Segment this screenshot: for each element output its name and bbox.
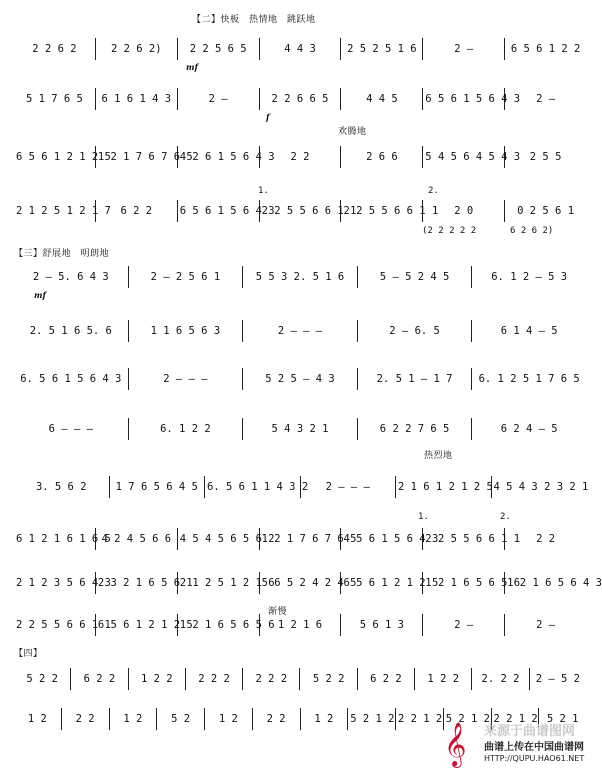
measure: 1 2 1 6 (260, 614, 342, 636)
score-line (14, 368, 586, 390)
score-line (14, 614, 586, 636)
measure: 2 1 6 1 2 1 2 5 (396, 476, 492, 498)
section-title-3: 【三】舒展地 明朗地 (14, 249, 110, 259)
measure: 6 2 2 7 6 5 (358, 418, 473, 440)
measure: 2 0 (423, 200, 505, 222)
watermark-url: HTTP://QUPU.HAO61.NET (484, 754, 585, 763)
measure: 6 5 6 1 2 1 2 5 (14, 146, 96, 168)
measure: 4 4 5 (341, 88, 423, 110)
measure: 6 2 2 (96, 200, 178, 222)
score-line (14, 668, 586, 690)
measure: 5 2 (157, 708, 205, 730)
measure: 2 6 6 (341, 146, 423, 168)
score-line (14, 476, 589, 498)
tempo-relie: 热烈地 (424, 451, 453, 461)
measure: 5 – 5 2 4 5 (358, 266, 473, 288)
score-line (14, 572, 602, 594)
measure: 6 2 4 – 5 (500, 423, 558, 435)
dynamic-mf-1: mf (186, 62, 198, 72)
measure: 5 2 1 (546, 713, 579, 725)
measure: 2 1 2 5 1 2 1 6 (178, 572, 260, 594)
measure: 6. 1 2 – 5 3 (491, 271, 568, 283)
treble-clef-icon: 𝄞 (444, 722, 467, 766)
dynamic-mf-2: mf (34, 290, 46, 300)
measure: 1 2 (205, 708, 253, 730)
measure: 2 2 5 5 6 6 1 1 (260, 200, 342, 222)
score-line (14, 418, 586, 440)
score-line (14, 88, 586, 110)
measure: 2 2 5 5 6 6 1 1 (14, 614, 96, 636)
measure: 6. 1 2 2 (129, 418, 244, 440)
measure: 6 5 6 1 2 1 2 5 (96, 614, 178, 636)
measure: 2 2 6 2 (14, 38, 96, 60)
measure: 6 1 6 1 4 3 (96, 88, 178, 110)
measure: 2 2 1 2 (492, 708, 540, 730)
measure: 6 5 6 1 2 2 (510, 43, 581, 55)
measure: 2 2 (253, 708, 301, 730)
volta-4: 2. (500, 512, 511, 522)
measure: 4 5 4 3 2 3 2 1 (493, 481, 589, 493)
measure: 2 – 2 5 6 1 (129, 266, 244, 288)
measure: 5 2 2 (14, 668, 71, 690)
measure: 2 – 5 2 (535, 673, 580, 685)
measure: 6 5 6 1 5 6 4 3 (178, 200, 260, 222)
measure: 2 3 2 1 6 5 6 1 (96, 572, 178, 594)
measure: 1 2 2 (415, 668, 472, 690)
measure: 2 – (536, 619, 556, 631)
volta-3: 1. (418, 512, 429, 522)
measure: 2 2 2 (186, 668, 243, 690)
measure: 5 6 5 2 4 2 4 5 (260, 572, 342, 594)
measure: 5 2 1 2 (348, 708, 396, 730)
measure: 2 – (423, 614, 505, 636)
measure: 5 5 3 2. 5 1 6 (243, 266, 358, 288)
measure: 2 5 5 (529, 151, 562, 163)
measure: 2 2 (536, 533, 556, 545)
measure: 2 – (423, 38, 505, 60)
measure: 6. 5 6 1 1 4 3 2 (205, 476, 301, 498)
volta-1: 1. (258, 186, 269, 196)
measure: 1 1 6 5 6 3 (129, 320, 244, 342)
measure: 1 2 1 7 6 7 6 5 (96, 146, 178, 168)
measure: 6 2 2 (71, 668, 128, 690)
measure: 1 2 1 6 5 6 5 6 (178, 614, 260, 636)
measure: 4 4 3 (260, 38, 342, 60)
measure: 2. 5 1 – 1 7 (358, 368, 473, 390)
measure: 1 2 (110, 708, 158, 730)
measure: 2 2 5 6 5 (178, 38, 260, 60)
measure: 6 2 2 (358, 668, 415, 690)
measure: 5 2 5 – 4 3 (243, 368, 358, 390)
measure: 1 2 1 6 5 6 4 3 (507, 577, 602, 589)
measure: 6 – – – (14, 418, 129, 440)
watermark-line-2: 曲谱上传在中国曲谱网 (484, 742, 584, 753)
measure: 1 2 1 7 6 7 6 5 (260, 528, 342, 550)
measure: 1 2 1 6 5 6 5 6 (423, 572, 505, 594)
sub-notes-a: (2 2 2 2 2 (422, 226, 477, 236)
measure: 2 2 6 6 5 (260, 88, 342, 110)
measure: 6. 1 2 5 1 7 6 5 (478, 373, 580, 385)
measure: 5 4 5 6 4 5 4 3 (423, 146, 505, 168)
measure: 2 2 (62, 708, 110, 730)
measure: 5 4 3 2 1 (243, 418, 358, 440)
section-title-2: 【二】快板 热情地 跳跃地 (192, 15, 316, 25)
measure: 2 – – – (129, 368, 244, 390)
measure: 4 5 6 1 5 6 4 3 (341, 528, 423, 550)
measure: 6 5 6 1 5 6 4 3 (423, 88, 505, 110)
measure: 2 2 5 5 6 6 1 1 (341, 200, 423, 222)
measure: 2 5 2 5 1 6 (341, 38, 423, 60)
measure: 6 1 2 1 6 1 6 5 (14, 528, 96, 550)
measure: 2 – (536, 93, 556, 105)
measure: 2 1 2 3 5 6 4 3 (14, 572, 96, 594)
score-line (14, 266, 586, 288)
measure: 3. 5 6 2 (14, 476, 110, 498)
measure: 5 2 1 2 (444, 708, 492, 730)
tempo-huanteng: 欢腾地 (338, 127, 367, 137)
measure: 1 2 (301, 708, 349, 730)
dynamic-f-1: f (266, 112, 270, 122)
measure: 6 1 4 – 5 (500, 325, 558, 337)
score-line (14, 146, 586, 168)
measure: 5 2 2 (300, 668, 357, 690)
measure: 5 6 1 3 (341, 614, 423, 636)
score-line (14, 528, 586, 550)
measure: 4 2 4 5 6 6 (96, 528, 178, 550)
measure: 2. 5 1 6 5. 6 (14, 320, 129, 342)
measure: 4 5 4 5 6 5 6 2 (178, 528, 260, 550)
section-title-4: 【四】 (14, 649, 43, 659)
measure: 1 2 (14, 708, 62, 730)
score-line (14, 38, 586, 60)
measure: 5 1 7 6 5 (14, 88, 96, 110)
watermark-line-1: 来源于曲谱图网 (484, 724, 576, 739)
sub-notes-b: 6 2 6 2) (510, 226, 554, 236)
tempo-jianman: 渐慢 (268, 607, 288, 617)
measure: 2 – (178, 88, 260, 110)
score-line (14, 320, 586, 342)
measure: 2 1 2 5 1 2 1 7 (14, 200, 96, 222)
measure: 2 2 5 5 6 6 1 1 (423, 528, 505, 550)
measure: 4 2 6 1 5 6 4 3 (178, 146, 260, 168)
measure: 6 5 6 1 2 1 2 5 (341, 572, 423, 594)
measure: 2 2 2 (243, 668, 300, 690)
measure: 2 2 (260, 146, 342, 168)
measure: 0 2 5 6 1 (517, 205, 575, 217)
score-line (14, 200, 586, 222)
measure: 2 2 1 2 (396, 708, 444, 730)
measure: 2 – 6. 5 (358, 320, 473, 342)
measure: 2 – – – (243, 320, 358, 342)
watermark (444, 714, 594, 770)
measure: 2 – 5. 6 4 3 (14, 266, 129, 288)
measure: 2 – – – (301, 476, 397, 498)
measure: 2. 2 2 (472, 668, 529, 690)
volta-2: 2. (428, 186, 439, 196)
measure: 1 7 6 5 6 4 5 (110, 476, 206, 498)
measure: 1 2 2 (129, 668, 186, 690)
measure: 6. 5 6 1 5 6 4 3 (14, 368, 129, 390)
measure: 2 2 6 2) (96, 38, 178, 60)
